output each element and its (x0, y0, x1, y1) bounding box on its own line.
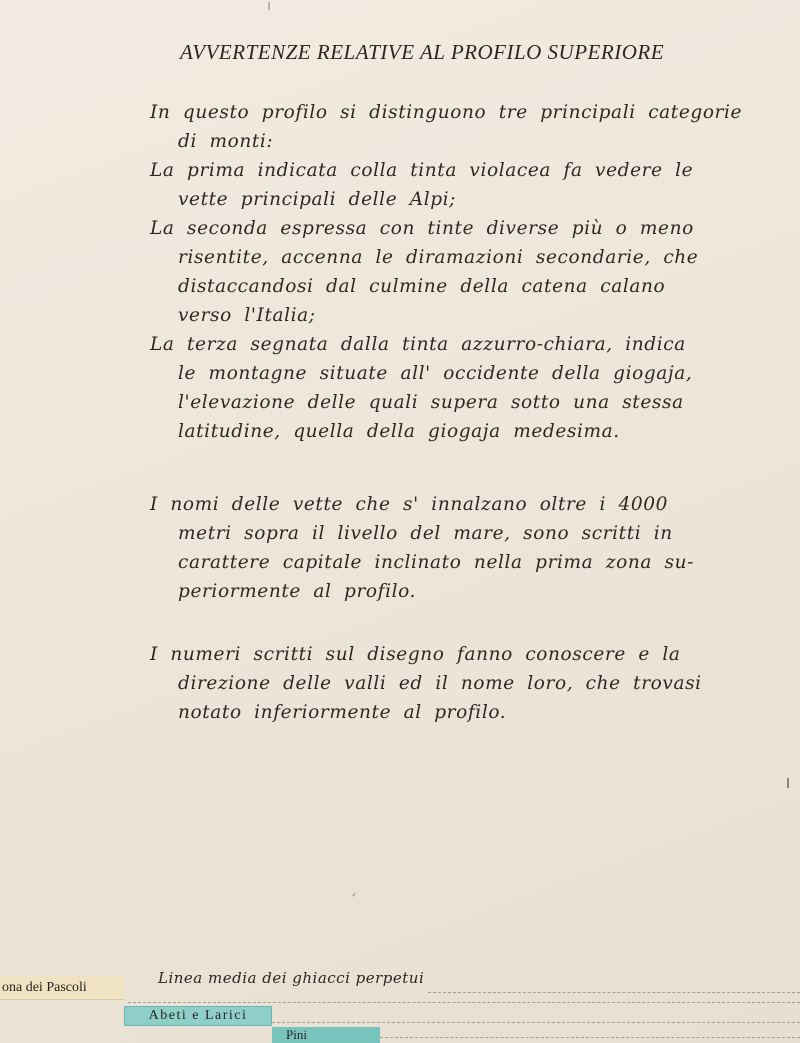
text-line: notato inferiormente al profilo. (178, 702, 507, 723)
text-line: carattere capitale inclinato nella prima zona su- (178, 552, 694, 573)
pencil-mark (787, 778, 789, 788)
text-line: I numeri scritti sul disegno fanno conoscere e la (150, 644, 681, 665)
paragraph-numbers (150, 640, 710, 727)
text-line: di monti: (178, 131, 274, 152)
ink-mark: ‚ (352, 884, 356, 898)
text-line: I nomi delle vette che s' innalzano oltre i 4000 (150, 494, 668, 515)
text-line: risentite, accenna le diramazioni secondarie, che (178, 247, 699, 268)
paragraph-categories (150, 98, 743, 446)
pascoli-zone-band (0, 976, 125, 1000)
text-line: direzione delle valli ed il nome loro, che trovasi (178, 673, 702, 694)
text-line: La prima indicata colla tinta violacea fa vedere le (150, 160, 694, 181)
ice-line-dashed (428, 992, 800, 993)
text-line: vette principali delle Alpi; (178, 189, 457, 210)
text-line: le montagne situate all' occidente della giogaja, (178, 363, 693, 384)
pascoli-line-dashed (128, 1002, 800, 1003)
text-line: distaccandosi dal culmine della catena calano (178, 276, 666, 297)
text-line: l'elevazione delle quali supera sotto una stessa (178, 392, 684, 413)
page-title: AVVERTENZE RELATIVE AL PROFILO SUPERIORE (180, 40, 665, 64)
text-line: verso l'Italia; (178, 305, 316, 326)
abeti-line-dashed (272, 1022, 800, 1023)
paragraph-peak-names (150, 490, 710, 606)
pascoli-zone-label: ona dei Pascoli (2, 979, 87, 995)
text-line: La seconda espressa con tinte diverse più o meno (150, 218, 694, 239)
text-line: In questo profilo si distinguono tre principali categorie (150, 102, 743, 123)
pini-line-dashed (380, 1037, 800, 1038)
text-line: periormente al profilo. (178, 581, 417, 602)
text-line: latitudine, quella della giogaja medesima. (178, 421, 620, 442)
abeti-zone-band (124, 1006, 272, 1026)
abeti-zone-label: Abeti e Larici (148, 1008, 248, 1023)
pini-zone-band (272, 1027, 380, 1043)
text-line: La terza segnata dalla tinta azzurro-chiara, indica (150, 334, 686, 355)
pini-zone-label: Pini (286, 1027, 307, 1042)
ice-line-label: Linea media dei ghiacci perpetui (158, 969, 425, 987)
pencil-mark (268, 2, 270, 10)
text-line: metri sopra il livello del mare, sono scritti in (178, 523, 673, 544)
